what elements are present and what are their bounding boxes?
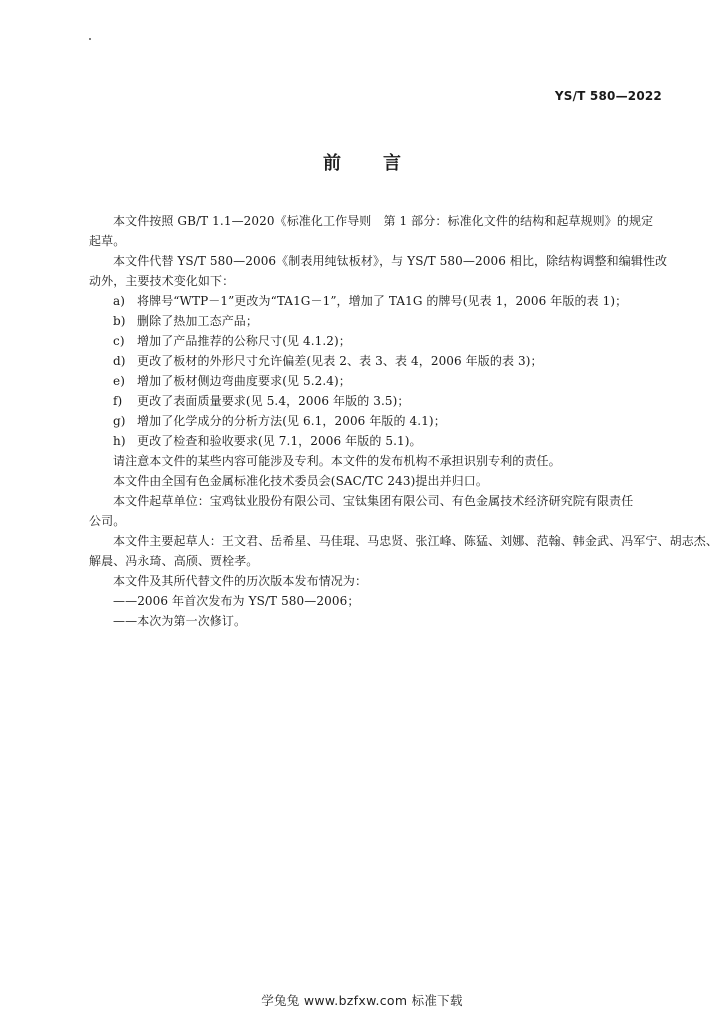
change-list (113, 291, 661, 451)
history-item: ——2006 年首次发布为 YS/T 580—2006； (113, 594, 360, 608)
list-item: h) 更改了检查和验收要求(见 7.1，2006 年版的 5.1)。 (113, 434, 422, 448)
paragraph-replacement (89, 251, 668, 291)
paragraph-history: 本文件及其所代替文件的历次版本发布情况为： (113, 574, 368, 588)
page-title (0, 149, 724, 175)
paragraph-drafting-rules (89, 211, 661, 251)
paragraph-line: 本文件主要起草人：王文君、岳希星、马佳琨、马忠贤、张江峰、陈猛、刘娜、范翰、韩金武、冯军宁、胡志杰、 (113, 534, 719, 548)
title-char-2: 言 (383, 153, 401, 174)
paragraph-line: 动外，主要技术变化如下： (89, 274, 235, 288)
paragraph-line: 本文件代替 YS/T 580—2006《制表用纯钛板材》，与 YS/T 580—2006 相比，除结构调整和编辑性改 (113, 254, 668, 268)
foreword-body (89, 211, 719, 631)
history-item: ——本次为第一次修订。 (113, 614, 247, 628)
paragraph-line: 解晨、冯永琦、高颀、贾栓孝。 (89, 554, 259, 568)
paragraph-line: 公司。 (89, 514, 126, 528)
list-item: a) 将牌号“WTP－1”更改为“TA1G－1”，增加了 TA1G 的牌号(见表 1，2006 年版的表 1)； (113, 294, 628, 308)
paragraph-line: 本文件按照 GB/T 1.1—2020《标准化工作导则 第 1 部分：标准化文件的结构和起草规则》的规定 (113, 214, 654, 228)
scan-dot (89, 38, 91, 40)
list-item: f) 更改了表面质量要求(见 5.4，2006 年版的 3.5)； (113, 394, 410, 408)
list-item: b) 删除了热加工态产品； (113, 314, 259, 328)
watermark-footer: 学兔兔 www.bzfxw.com 标准下载 (261, 993, 463, 1008)
paragraph-drafters (89, 531, 719, 571)
list-item: d) 更改了板材的外形尺寸允许偏差(见表 2、表 3、表 4，2006 年版的表 3)； (113, 354, 543, 368)
paragraph-proposer: 本文件由全国有色金属标准化技术委员会(SAC/TC 243)提出并归口。 (113, 474, 488, 488)
title-char-1: 前 (323, 153, 341, 174)
list-item: g) 增加了化学成分的分析方法(见 6.1，2006 年版的 4.1)； (113, 414, 446, 428)
paragraph-patent-notice: 请注意本文件的某些内容可能涉及专利。本文件的发布机构不承担识别专利的责任。 (113, 454, 561, 468)
standard-number: YS/T 580—2022 (554, 89, 662, 103)
list-item: e) 增加了板材侧边弯曲度要求(见 5.2.4)； (113, 374, 351, 388)
paragraph-drafting-units (89, 491, 661, 531)
paragraph-line: 本文件起草单位：宝鸡钛业股份有限公司、宝钛集团有限公司、有色金属技术经济研究院有限责任 (113, 494, 634, 508)
list-item: c) 增加了产品推荐的公称尺寸(见 4.1.2)； (113, 334, 351, 348)
paragraph-line: 起草。 (89, 234, 126, 248)
